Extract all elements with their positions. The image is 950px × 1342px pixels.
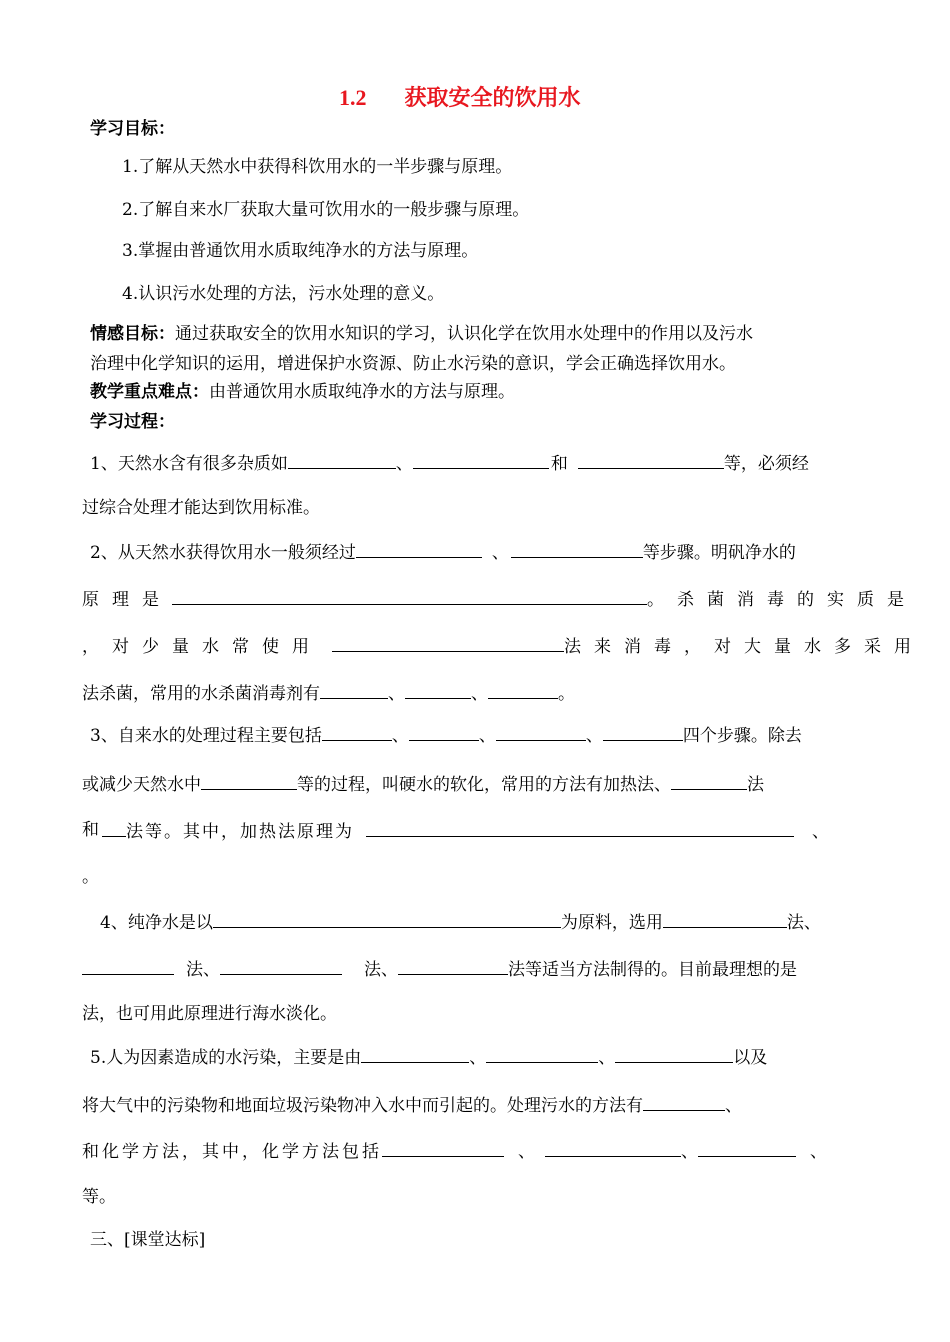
title-number: 1.2 [339,85,367,110]
question-5-line4: 等。 [82,1187,116,1207]
answer-blank[interactable] [332,634,564,652]
question-1-line1: 1、天然水含有很多杂质如 、 和 等，必须经 [90,451,809,475]
question-3-line2: 或减少天然水中 等的过程，叫硬水的软化，常用的方法有加热法、 法 [82,772,764,796]
answer-blank[interactable] [356,540,482,558]
answer-blank[interactable] [413,451,549,469]
question-4-line2: 法、 法、 法等适当方法制得的。目前最理想的是 [82,957,797,981]
answer-blank[interactable] [578,451,724,469]
answer-blank[interactable] [102,819,126,837]
answer-blank[interactable] [82,957,174,975]
answer-blank[interactable] [288,451,396,469]
question-3-line1: 3、自来水的处理过程主要包括 、 、 、 四个步骤。除去 [90,723,802,747]
page-title [339,84,581,113]
answer-blank[interactable] [201,772,297,790]
emotion-label: 情感目标： [90,324,175,344]
question-5-line1: 5.人为因素造成的水污染，主要是由 、 、 以及 [90,1045,767,1069]
key-points-label: 教学重点难点： [90,382,209,402]
question-2-line4: 法杀菌，常用的水杀菌消毒剂有 、 、 。 [82,681,575,705]
section-3-heading: 三、[课堂达标] [90,1230,206,1250]
answer-blank[interactable] [382,1139,504,1157]
answer-blank[interactable] [698,1139,796,1157]
answer-blank[interactable] [663,910,787,928]
answer-blank[interactable] [405,681,471,699]
answer-blank[interactable] [320,681,388,699]
question-2-line1: 2、从天然水获得饮用水一般须经过 、 等步骤。明矾净水的 [90,540,796,564]
answer-blank[interactable] [545,1139,681,1157]
emotion-line1: 情感目标：通过获取安全的饮用水知识的学习，认识化学在饮用水处理中的作用以及污水 [90,324,753,344]
process-heading: 学习过程： [90,412,175,432]
question-4-line3: 法，也可用此原理进行海水淡化。 [82,1004,337,1024]
emotion-line2: 治理中化学知识的运用，增进保护水资源、防止水污染的意识，学会正确选择饮用水。 [90,354,736,374]
objective-item: 2.了解自来水厂获取大量可饮用水的一般步骤与原理。 [122,200,530,220]
answer-blank[interactable] [398,957,508,975]
objective-item: 1.了解从天然水中获得科饮用水的一半步骤与原理。 [122,157,513,177]
answer-blank[interactable] [172,587,647,605]
answer-blank[interactable] [615,1045,733,1063]
objectives-heading: 学习目标： [90,119,175,139]
answer-blank[interactable] [671,772,747,790]
key-points: 教学重点难点：由普通饮用水质取纯净水的方法与原理。 [90,382,515,402]
question-5-line3: 和化学方法，其中，化学方法包括 、 、 、 [82,1139,827,1163]
answer-blank[interactable] [496,723,586,741]
question-2-line2: 原理是 。杀菌消毒的实质是 [82,587,917,611]
title-text: 获取安全的饮用水 [404,86,581,111]
answer-blank[interactable] [486,1045,598,1063]
question-5-line2: 将大气中的污染物和地面垃圾污染物冲入水中而引起的。处理污水的方法有 、 [82,1093,742,1117]
objective-item: 3.掌握由普通饮用水质取纯净水的方法与原理。 [122,241,479,261]
answer-blank[interactable] [322,723,392,741]
answer-blank[interactable] [488,681,558,699]
answer-blank[interactable] [220,957,342,975]
answer-blank[interactable] [213,910,561,928]
question-1-line2: 过综合处理才能达到饮用标准。 [82,498,320,518]
question-3-line3: 和 法等。其中，加热法原理为 、 [82,820,829,842]
answer-blank[interactable] [603,723,683,741]
answer-blank[interactable] [643,1093,725,1111]
question-3-line4: 。 [82,867,99,887]
answer-blank[interactable] [409,723,479,741]
objective-item: 4.认识污水处理的方法，污水处理的意义。 [122,284,445,304]
answer-blank[interactable] [366,819,794,837]
question-4-line1: 4、纯净水是以 为原料，选用 法、 [100,910,821,934]
question-2-line3: ，对少量水常使用 法来消毒，对大量水多采用 [82,634,924,658]
answer-blank[interactable] [511,540,643,558]
answer-blank[interactable] [361,1045,469,1063]
